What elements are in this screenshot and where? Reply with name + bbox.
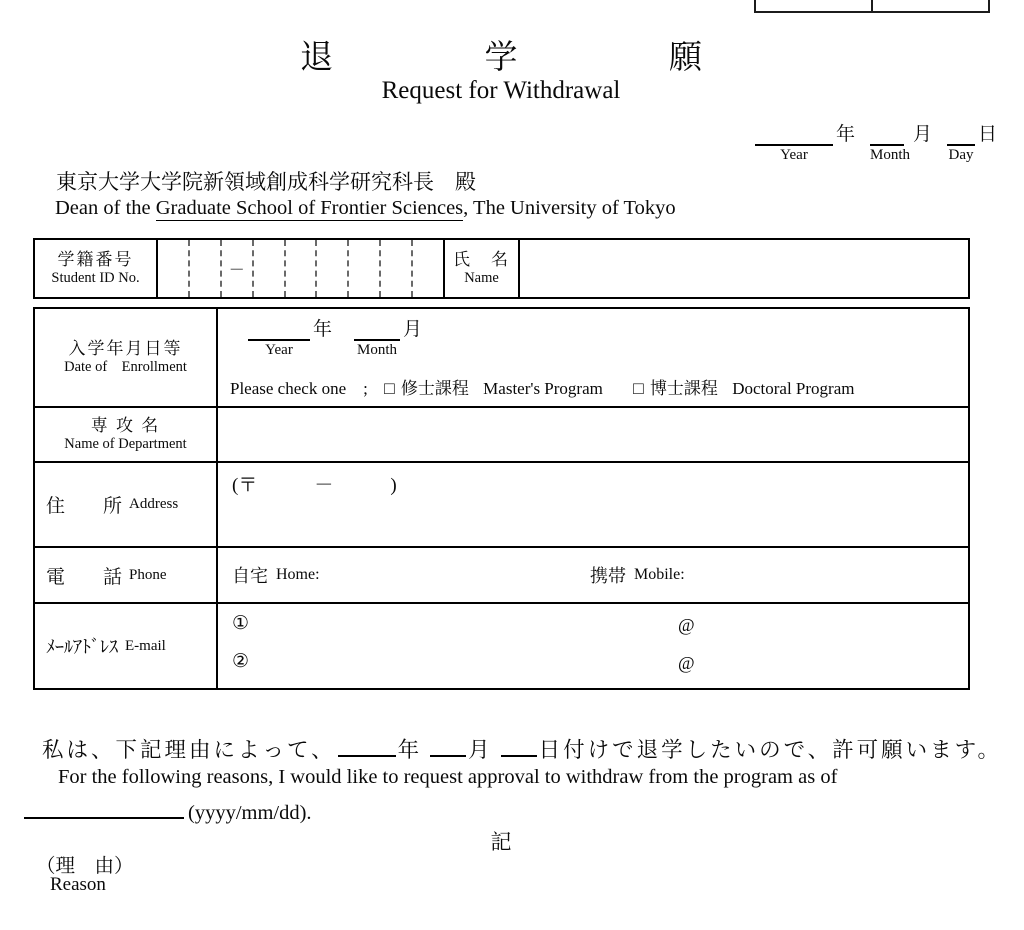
- addressee-english: [55, 197, 676, 220]
- withdraw-day-blank[interactable]: [501, 736, 537, 757]
- email-line1-at-sign: @: [678, 615, 695, 635]
- year-label: Year: [780, 147, 808, 163]
- student-id-label: [35, 240, 158, 297]
- email-line-2: [232, 650, 968, 680]
- home-phone-label-en: Home:: [276, 566, 320, 583]
- email-label-en: E-mail: [125, 637, 166, 654]
- id-digit-cell-1[interactable]: [158, 240, 190, 297]
- withdrawal-request-japanese: [42, 733, 1002, 764]
- applicant-info-table: [33, 307, 970, 690]
- submission-date-line: [744, 124, 997, 164]
- department-value-cell[interactable]: [218, 408, 968, 461]
- id-digit-cell-8[interactable]: [413, 240, 443, 297]
- address-label: [35, 463, 218, 546]
- department-label: [35, 408, 218, 461]
- program-check-line: [230, 374, 854, 399]
- email-line2-field[interactable]: [262, 650, 648, 678]
- department-label-en: Name of Department: [64, 436, 187, 453]
- form-title-english: Request for Withdrawal: [381, 77, 621, 104]
- withdrawal-date-line: [24, 795, 312, 825]
- doctoral-program-checkbox[interactable]: □: [633, 378, 644, 398]
- submission-month-blank[interactable]: [870, 124, 904, 146]
- day-label: Day: [948, 147, 974, 163]
- submission-year-blank[interactable]: [755, 124, 833, 146]
- student-id-digit-cells: [158, 240, 443, 297]
- enrollment-month-kanji: 月: [403, 319, 423, 341]
- office-use-cell-left[interactable]: [756, 0, 873, 11]
- phone-content: [218, 548, 968, 602]
- submission-day-group: [947, 124, 997, 164]
- email-line2-at-sign: @: [678, 653, 695, 673]
- request-jp-year: 年: [397, 738, 423, 762]
- request-jp-lead: 私は、下記理由によって、: [42, 738, 336, 762]
- email-label-jp: ﾒｰﾙｱﾄﾞﾚｽ: [46, 637, 118, 657]
- name-value-cell[interactable]: [520, 240, 968, 297]
- submission-month-group: [870, 124, 932, 164]
- name-label-en: Name: [464, 270, 499, 287]
- request-jp-month: 月: [468, 738, 493, 762]
- postal-code-format: (〒 － ): [232, 475, 397, 496]
- enrollment-content: [218, 309, 968, 406]
- department-label-jp: 専 攻 名: [90, 416, 161, 436]
- enrollment-month-label: Month: [357, 342, 398, 358]
- submission-day-blank[interactable]: [947, 124, 975, 146]
- id-separator-cell: [222, 240, 254, 297]
- reason-label-jp: （理 由）: [36, 856, 134, 877]
- withdrawal-date-blank[interactable]: [24, 795, 184, 819]
- id-digit-cell-3[interactable]: [254, 240, 286, 297]
- doctoral-program-label-jp: 博士課程: [649, 379, 718, 398]
- email-label: [35, 604, 218, 688]
- title-kanji-char: 学: [484, 40, 518, 76]
- address-value-cell[interactable]: [218, 463, 968, 546]
- date-format-hint: (yyyy/mm/dd).: [188, 802, 312, 824]
- address-row: [35, 461, 968, 546]
- enrollment-date-blanks: [248, 319, 422, 359]
- year-kanji: 年: [836, 124, 856, 146]
- master-program-checkbox[interactable]: □: [384, 378, 395, 398]
- home-phone-group: [232, 548, 320, 602]
- request-jp-tail: 日付けで退学したいので、許可願います。: [538, 738, 1002, 762]
- address-label-en: Address: [129, 496, 179, 512]
- enrollment-month-blank[interactable]: [354, 319, 400, 341]
- email-content: [218, 604, 968, 688]
- id-digit-cell-2[interactable]: [190, 240, 222, 297]
- id-digit-cell-5[interactable]: [317, 240, 349, 297]
- check-instruction: Please check one ;: [230, 379, 368, 398]
- mobile-phone-label-jp: 携帯: [590, 566, 626, 586]
- student-id-label-jp: 学籍番号: [57, 250, 134, 270]
- name-label: [443, 240, 520, 297]
- email-line1-field[interactable]: [262, 612, 648, 640]
- id-digit-cell-7[interactable]: [381, 240, 413, 297]
- form-title-japanese: [300, 40, 702, 76]
- mobile-phone-label-en: Mobile:: [634, 566, 685, 583]
- month-label: Month: [870, 147, 911, 163]
- phone-label-jp: 電 話: [46, 566, 123, 588]
- addressee-english-prefix: Dean of the: [55, 197, 156, 219]
- submission-year-group: [755, 124, 855, 164]
- enrollment-label: [35, 309, 218, 406]
- email-line2-marker: ②: [232, 651, 250, 672]
- addressee-japanese: 東京大学大学院新領域創成科学研究科長 殿: [56, 170, 476, 194]
- email-line1-marker: ①: [232, 613, 250, 634]
- office-use-box: [754, 0, 990, 13]
- enrollment-year-group: [248, 319, 332, 359]
- id-digit-cell-6[interactable]: [349, 240, 381, 297]
- student-id-name-table: [33, 238, 970, 299]
- home-phone-label-jp: 自宅: [232, 566, 268, 586]
- email-row: [35, 602, 968, 688]
- reason-label-en: Reason: [50, 874, 106, 895]
- master-program-label-jp: 修士課程: [400, 379, 469, 398]
- phone-label-en: Phone: [129, 566, 167, 583]
- enrollment-label-en: Date of Enrollment: [64, 359, 187, 376]
- mobile-phone-group: [590, 548, 685, 602]
- day-kanji: 日: [978, 124, 998, 146]
- enrollment-year-label: Year: [265, 342, 293, 358]
- addressee-school-name: Graduate School of Frontier Sciences: [155, 197, 464, 219]
- withdraw-month-blank[interactable]: [430, 736, 466, 757]
- phone-row: [35, 546, 968, 602]
- id-digit-cell-4[interactable]: [286, 240, 318, 297]
- title-kanji-char: 退: [300, 40, 333, 76]
- enrollment-label-jp: 入学年月日等: [68, 339, 183, 359]
- student-id-label-en: Student ID No.: [51, 270, 140, 287]
- office-use-cell-right[interactable]: [873, 0, 988, 11]
- enrollment-row: [35, 309, 968, 406]
- withdraw-year-blank[interactable]: [338, 736, 396, 757]
- title-kanji-char: 願: [669, 40, 702, 76]
- enrollment-year-blank[interactable]: [248, 319, 310, 341]
- name-label-jp: 氏 名: [453, 250, 510, 270]
- enrollment-year-kanji: 年: [313, 319, 333, 341]
- withdrawal-request-english: For the following reasons, I would like to request approval to withdraw from the program as of: [58, 766, 838, 788]
- doctoral-program-label-en: Doctoral Program: [732, 379, 855, 398]
- addressee-english-suffix: , The University of Tokyo: [463, 197, 676, 219]
- id-separator-dash: －: [228, 262, 245, 279]
- email-line-1: [232, 612, 968, 642]
- master-program-label-en: Master's Program: [483, 379, 603, 398]
- note-header-ki: 記: [490, 830, 512, 854]
- enrollment-month-group: [354, 319, 422, 359]
- department-row: [35, 406, 968, 461]
- month-kanji: 月: [913, 124, 933, 146]
- phone-label: [35, 548, 218, 602]
- address-label-jp: 住 所: [46, 496, 123, 517]
